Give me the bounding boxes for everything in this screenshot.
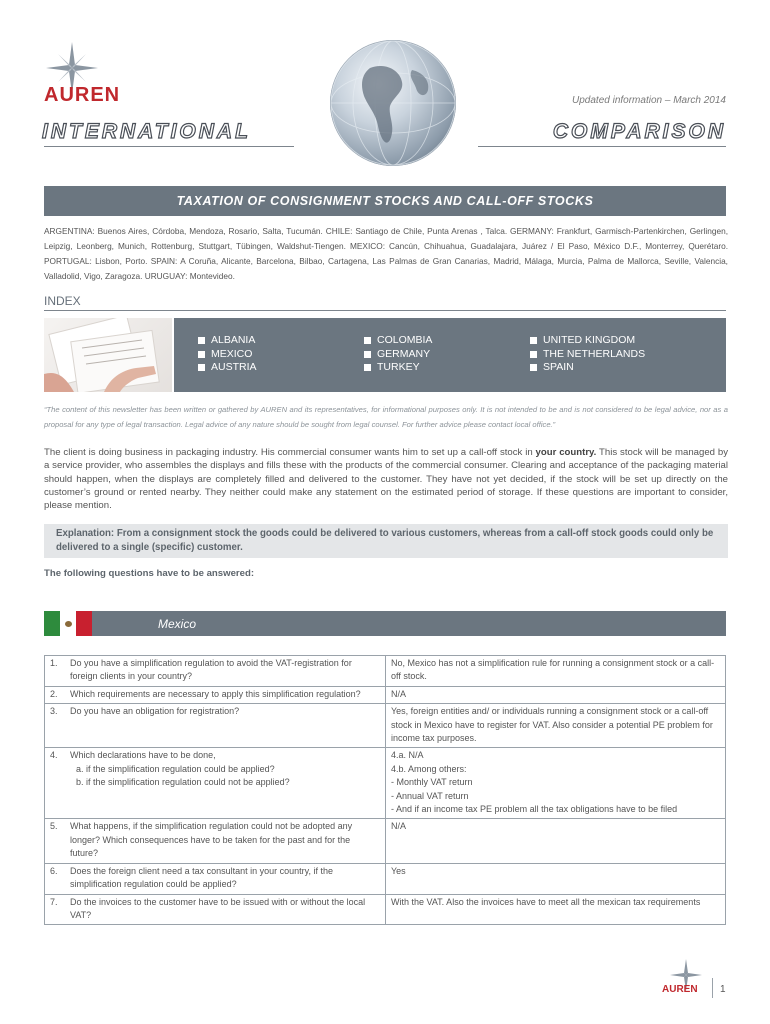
bullet-square-icon — [364, 351, 371, 358]
flag-stripe-green — [44, 611, 60, 636]
bullet-square-icon — [364, 364, 371, 371]
index-item-colombia[interactable]: COLOMBIA — [364, 334, 432, 348]
answer-cell: N/A — [386, 686, 726, 703]
page-number: 1 — [720, 984, 726, 995]
question-cell: 7. Do the invoices to the customer have to be issued with or without the local VAT? — [45, 894, 386, 925]
answer-cell: No, Mexico has not a simplification rule for running a consignment stock or a call-off stock. — [386, 656, 726, 687]
globe-icon — [330, 40, 456, 166]
index-label: INDEX — [44, 294, 81, 308]
questions-heading: The following questions have to be answered: — [44, 568, 255, 579]
auren-logo: AUREN — [44, 84, 121, 106]
explanation-box — [44, 524, 728, 558]
index-item-albania[interactable]: ALBANIA — [198, 334, 257, 348]
bullet-square-icon — [364, 337, 371, 344]
index-column-1 — [198, 334, 257, 375]
question-cell: 1. Do you have a simplification regulation to avoid the VAT-registration for foreign clients in your country? — [45, 656, 386, 687]
bullet-square-icon — [198, 351, 205, 358]
index-item-germany[interactable]: GERMANY — [364, 348, 432, 362]
table-row — [45, 894, 726, 925]
question-cell: 6. Does the foreign client need a tax consultant in your country, if the simplification regulation could be applied? — [45, 863, 386, 894]
answer-cell: 4.a. N/A 4.b. Among others: - Monthly VAT return - Annual VAT return - And if an income tax PE problem all the tax obligations have to be filed — [386, 748, 726, 819]
office-locations: ARGENTINA: Buenos Aires, Córdoba, Mendoza, Rosario, Salta, Tucumán. CHILE: Santiago de Chile, Punta Arenas , Talca. GERMANY: Frankfurt, Garmisch-Partenkirchen, Gerlingen, Leipzig, Leonberg, Munich, Rottenburg, Stuttgart, Tübingen, Waldshut-Tiengen. MEXICO: Cancún, Chihuahua, Guadalajara, Juárez / El Paso, México D.F., Monterrey, Querétaro. PORTUGAL: Lisbon, Porto. SPAIN: A Coruña, Alicante, Barcelona, Bilbao, Cartagena, Las Palmas de Gran Canarias, Madrid, Málaga, Murcia, Palma de Mallorca, Seville, Valencia, Valladolid, Vigo, Zaragoza. URUGUAY: Montevideo. — [44, 226, 728, 281]
answer-cell: N/A — [386, 819, 726, 863]
title-divider-left — [44, 146, 294, 147]
answer-cell: Yes, foreign entities and/ or individuals running a consignment stock or a call-off stock in Mexico have to register for VAT. Also consider a potential PE problem for income tax purposes. — [386, 704, 726, 748]
disclaimer: “The content of this newsletter has been written or gathered by AUREN and its representatives, for informational purposes only. It is not intended to be and is not considered to be legal advice, nor as a proposal for any type of legal transaction. Legal advice of any nature should be sought from legal counsel. For further advice please contact local office.” — [44, 405, 728, 429]
index-box — [174, 318, 726, 392]
bullet-square-icon — [198, 364, 205, 371]
index-item-mexico[interactable]: MEXICO — [198, 348, 257, 362]
question-cell: 3. Do you have an obligation for registration? — [45, 704, 386, 748]
index-item-turkey[interactable]: TURKEY — [364, 361, 432, 375]
index-column-3 — [530, 334, 645, 375]
index-divider — [44, 310, 726, 311]
qa-table — [44, 655, 726, 925]
updated-date: Updated information – March 2014 — [572, 95, 726, 106]
country-section-title: Mexico — [92, 611, 726, 636]
intro-emphasis: your country. — [535, 447, 597, 458]
intro-paragraph: The client is doing business in packaging industry. His commercial consumer wants him to set up a call-off stock in your country. This stock will be managed by a service provider, who assembles the displays and fills these with the products of the commercial consumer. Clearing and acceptance of the packaging material should happen, when the displays are completely filled and delivered to the customer. They have not yet decided, if the stock will be set up directly on the customer’s ground or rented nearby. They neither could make any statement on the estimated period of storage. If these questions are important to consider, please mention. — [44, 447, 729, 512]
index-item-austria[interactable]: AUSTRIA — [198, 361, 257, 375]
flag-stripe-red — [76, 611, 92, 636]
bullet-square-icon — [530, 351, 537, 358]
table-row — [45, 748, 726, 819]
index-item-united-kingdom[interactable]: UNITED KINGDOM — [530, 334, 645, 348]
bullet-square-icon — [530, 364, 537, 371]
flag-emblem-icon — [65, 621, 72, 627]
table-row — [45, 863, 726, 894]
question-cell: 2. Which requirements are necessary to apply this simplification regulation? — [45, 686, 386, 703]
flag-stripe-white — [60, 611, 76, 636]
bullet-square-icon — [530, 337, 537, 344]
table-row — [45, 819, 726, 863]
mexico-flag-icon — [44, 611, 92, 636]
table-row — [45, 656, 726, 687]
title-comparison: COMPARISON — [552, 120, 726, 143]
answer-cell: Yes — [386, 863, 726, 894]
footer-divider — [712, 978, 713, 998]
topic-banner: TAXATION OF CONSIGNMENT STOCKS AND CALL-OFF STOCKS — [44, 186, 726, 216]
table-row — [45, 704, 726, 748]
documents-photo — [44, 318, 172, 392]
footer-auren-logo: AUREN — [662, 984, 698, 995]
title-divider-right — [478, 146, 726, 147]
index-item-netherlands[interactable]: THE NETHERLANDS — [530, 348, 645, 362]
index-column-2 — [364, 334, 432, 375]
question-cell: 5. What happens, if the simplification regulation could not be adopted any longer? Which consequences have to be taken for the past and for the future? — [45, 819, 386, 863]
title-international: INTERNATIONAL — [42, 120, 251, 143]
bullet-square-icon — [198, 337, 205, 344]
explanation-text: Explanation: From a consignment stock the goods could be delivered to various customers, whereas from a call-off stock goods could only be delivered to a single (specific) customer. — [56, 528, 714, 553]
question-cell: 4. Which declarations have to be done, a. if the simplification regulation could be applied? b. if the simplification regulation could not be applied? — [45, 748, 386, 819]
answer-cell: With the VAT. Also the invoices have to meet all the mexican tax requirements — [386, 894, 726, 925]
index-item-spain[interactable]: SPAIN — [530, 361, 645, 375]
table-row — [45, 686, 726, 703]
